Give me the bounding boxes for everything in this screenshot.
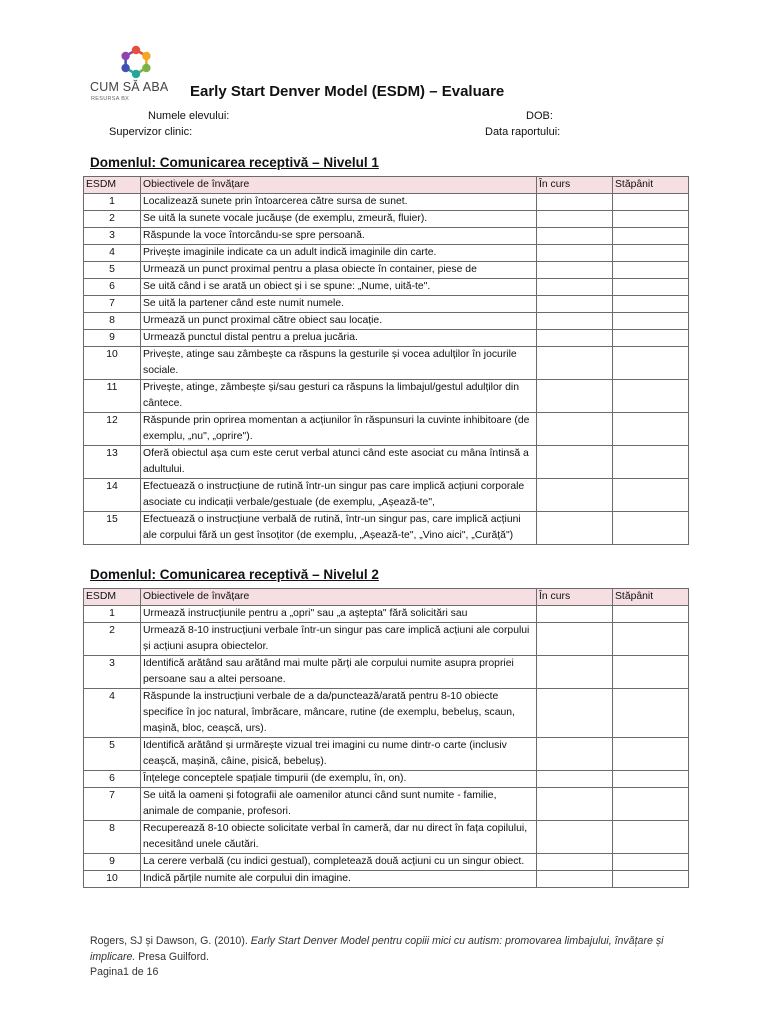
objective-text: Se uită la partener când este numit numele. xyxy=(141,296,537,313)
table-row xyxy=(84,871,689,888)
supervisor-label: Supervizor clinic: xyxy=(109,126,193,138)
objective-text: Urmează instrucțiunile pentru a „opri" sau „a aștepta" fără solicitări sau xyxy=(141,606,537,623)
in-progress-cell[interactable] xyxy=(537,211,613,228)
esdm-number: 11 xyxy=(84,380,141,413)
in-progress-cell[interactable] xyxy=(537,479,613,512)
logo-dot xyxy=(132,46,140,54)
section2-table xyxy=(83,588,689,888)
table-row xyxy=(84,330,689,347)
logo-dot xyxy=(132,70,140,78)
in-progress-cell[interactable] xyxy=(537,380,613,413)
table-row xyxy=(84,606,689,623)
objective-text: Urmează un punct proximal către obiect sau locație. xyxy=(141,313,537,330)
page-number: Pagina1 de 16 xyxy=(90,966,159,978)
student-name-label: Numele elevului: xyxy=(148,110,230,122)
table-row xyxy=(84,413,689,446)
table-row xyxy=(84,738,689,771)
document-title: Early Start Denver Model (ESDM) – Evaluare xyxy=(190,83,505,100)
table-row xyxy=(84,512,689,545)
objective-text: Răspunde prin oprirea momentan a acțiunilor în răspunsuri la cuvinte inhibitoare (de exemplu, „nu", „oprire"). xyxy=(141,413,537,446)
mastered-cell[interactable] xyxy=(613,446,689,479)
in-progress-cell[interactable] xyxy=(537,228,613,245)
logo-text: CUM SĂ ABA xyxy=(90,80,169,94)
esdm-number: 10 xyxy=(84,347,141,380)
objective-text: Se uită când i se arată un obiect și i se spune: „Nume, uită-te". xyxy=(141,279,537,296)
in-progress-cell[interactable] xyxy=(537,738,613,771)
in-progress-cell[interactable] xyxy=(537,689,613,738)
mastered-cell[interactable] xyxy=(613,479,689,512)
esdm-number: 1 xyxy=(84,194,141,211)
table-row xyxy=(84,194,689,211)
mastered-cell[interactable] xyxy=(613,771,689,788)
esdm-number: 14 xyxy=(84,479,141,512)
in-progress-cell[interactable] xyxy=(537,821,613,854)
mastered-cell[interactable] xyxy=(613,262,689,279)
table-row xyxy=(84,623,689,656)
table-row xyxy=(84,347,689,380)
objective-text: La cerere verbală (cu indici gestual), completează două acțiuni cu un singur obiect. xyxy=(141,854,537,871)
in-progress-cell[interactable] xyxy=(537,606,613,623)
in-progress-cell[interactable] xyxy=(537,512,613,545)
col-in-progress: În curs xyxy=(537,589,613,606)
table-row xyxy=(84,689,689,738)
objective-text: Efectuează o instrucțiune verbală de rutină, într-un singur pas, care implică acțiuni ale corpului fără un gest însoțitor (de exemplu, „Așează-te", „Vino aici", „Curăță") xyxy=(141,512,537,545)
esdm-number: 2 xyxy=(84,211,141,228)
col-objectives: Obiectivele de învățare xyxy=(141,177,537,194)
objective-text: Identifică arătând sau arătând mai multe părți ale corpului numite asupra propriei persoane sau a altei persoane. xyxy=(141,656,537,689)
mastered-cell[interactable] xyxy=(613,330,689,347)
in-progress-cell[interactable] xyxy=(537,446,613,479)
esdm-number: 13 xyxy=(84,446,141,479)
table-row xyxy=(84,821,689,854)
esdm-number: 10 xyxy=(84,871,141,888)
in-progress-cell[interactable] xyxy=(537,871,613,888)
section1-title: Domenlul: Comunicarea receptivă – Nivelul 1 xyxy=(90,155,379,170)
mastered-cell[interactable] xyxy=(613,512,689,545)
objective-text: Urmează 8-10 instrucțiuni verbale într-un singur pas care implică acțiuni ale corpului și acțiuni asupra obiectelor. xyxy=(141,623,537,656)
esdm-number: 5 xyxy=(84,262,141,279)
mastered-cell[interactable] xyxy=(613,656,689,689)
table-row xyxy=(84,446,689,479)
esdm-number: 5 xyxy=(84,738,141,771)
esdm-number: 8 xyxy=(84,313,141,330)
table-row xyxy=(84,245,689,262)
section1-table xyxy=(83,176,689,545)
esdm-number: 6 xyxy=(84,279,141,296)
objective-text: Se uită la oameni și fotografii ale oamenilor atunci când sunt numite - familie, animale de companie, profesori. xyxy=(141,788,537,821)
esdm-number: 12 xyxy=(84,413,141,446)
mastered-cell[interactable] xyxy=(613,788,689,821)
objective-text: Efectuează o instrucțiune de rutină într-un singur pas care implică acțiuni corporale asociate cu indicații verbale/gestuale (de exemplu, „Așează-te", xyxy=(141,479,537,512)
esdm-number: 6 xyxy=(84,771,141,788)
mastered-cell[interactable] xyxy=(613,194,689,211)
in-progress-cell[interactable] xyxy=(537,313,613,330)
in-progress-cell[interactable] xyxy=(537,788,613,821)
citation-authors: Rogers, SJ și Dawson, G. (2010). xyxy=(90,935,251,947)
mastered-cell[interactable] xyxy=(613,871,689,888)
objective-text: Indică părțile numite ale corpului din imagine. xyxy=(141,871,537,888)
col-mastered: Stăpânit xyxy=(613,589,689,606)
objective-text: Localizează sunete prin întoarcerea către sursa de sunet. xyxy=(141,194,537,211)
objective-text: Răspunde la voce întorcându-se spre persoană. xyxy=(141,228,537,245)
col-objectives: Obiectivele de învățare xyxy=(141,589,537,606)
objective-text: Privește imaginile indicate ca un adult indică imaginile din carte. xyxy=(141,245,537,262)
logo-icon xyxy=(118,44,154,80)
table-row xyxy=(84,380,689,413)
logo-dot xyxy=(121,52,129,60)
mastered-cell[interactable] xyxy=(613,228,689,245)
table-row xyxy=(84,788,689,821)
table-row xyxy=(84,854,689,871)
in-progress-cell[interactable] xyxy=(537,656,613,689)
col-esdm: ESDM xyxy=(84,177,141,194)
table-row xyxy=(84,211,689,228)
in-progress-cell[interactable] xyxy=(537,279,613,296)
esdm-number: 7 xyxy=(84,788,141,821)
table-row xyxy=(84,479,689,512)
esdm-number: 7 xyxy=(84,296,141,313)
citation xyxy=(90,933,690,965)
in-progress-cell[interactable] xyxy=(537,296,613,313)
mastered-cell[interactable] xyxy=(613,313,689,330)
in-progress-cell[interactable] xyxy=(537,194,613,211)
esdm-number: 9 xyxy=(84,854,141,871)
table-row xyxy=(84,262,689,279)
esdm-number: 4 xyxy=(84,245,141,262)
mastered-cell[interactable] xyxy=(613,821,689,854)
esdm-number: 3 xyxy=(84,656,141,689)
logo-dot xyxy=(142,64,150,72)
citation-title: Early Start Denver Model pentru copiii mici cu autism: promovarea limbajului, învățare și implicare. xyxy=(90,935,664,963)
mastered-cell[interactable] xyxy=(613,296,689,313)
objective-text: Identifică arătând și urmărește vizual trei imagini cu nume dintr-o carte (inclusiv ceașcă, mașină, câine, pisică, bebeluș). xyxy=(141,738,537,771)
col-mastered: Stăpânit xyxy=(613,177,689,194)
objective-text: Urmează punctul distal pentru a prelua jucăria. xyxy=(141,330,537,347)
col-in-progress: În curs xyxy=(537,177,613,194)
in-progress-cell[interactable] xyxy=(537,413,613,446)
mastered-cell[interactable] xyxy=(613,738,689,771)
table-row xyxy=(84,296,689,313)
mastered-cell[interactable] xyxy=(613,606,689,623)
objective-text: Oferă obiectul așa cum este cerut verbal atunci când este asociat cu mâna întinsă a adultului. xyxy=(141,446,537,479)
logo-subtext: RESURSA BX xyxy=(91,96,130,102)
mastered-cell[interactable] xyxy=(613,380,689,413)
table-row xyxy=(84,313,689,330)
objective-text: Privește, atinge, zâmbește și/sau gesturi ca răspuns la limbajul/gestul adulților din cântece. xyxy=(141,380,537,413)
table-header-row xyxy=(84,589,689,606)
logo-dot xyxy=(142,52,150,60)
mastered-cell[interactable] xyxy=(613,347,689,380)
mastered-cell[interactable] xyxy=(613,279,689,296)
mastered-cell[interactable] xyxy=(613,689,689,738)
mastered-cell[interactable] xyxy=(613,623,689,656)
esdm-number: 15 xyxy=(84,512,141,545)
esdm-number: 3 xyxy=(84,228,141,245)
dob-label: DOB: xyxy=(526,110,553,122)
esdm-number: 4 xyxy=(84,689,141,738)
esdm-number: 9 xyxy=(84,330,141,347)
table-row xyxy=(84,228,689,245)
table-row xyxy=(84,279,689,296)
table-header-row xyxy=(84,177,689,194)
esdm-number: 2 xyxy=(84,623,141,656)
citation-publisher: Presa Guilford. xyxy=(135,951,209,963)
esdm-number: 8 xyxy=(84,821,141,854)
mastered-cell[interactable] xyxy=(613,413,689,446)
objective-text: Recuperează 8-10 obiecte solicitate verbal în cameră, dar nu direct în fața copilului, necesitând unele căutări. xyxy=(141,821,537,854)
in-progress-cell[interactable] xyxy=(537,771,613,788)
table-row xyxy=(84,771,689,788)
mastered-cell[interactable] xyxy=(613,211,689,228)
col-esdm: ESDM xyxy=(84,589,141,606)
objective-text: Urmează un punct proximal pentru a plasa obiecte în container, piese de xyxy=(141,262,537,279)
esdm-number: 1 xyxy=(84,606,141,623)
section2-title: Domenlul: Comunicarea receptivă – Nivelul 2 xyxy=(90,567,379,582)
objective-text: Privește, atinge sau zâmbește ca răspuns la gesturile și vocea adulților în jocurile sociale. xyxy=(141,347,537,380)
table-row xyxy=(84,656,689,689)
objective-text: Răspunde la instrucțiuni verbale de a da/punctează/arată pentru 8-10 obiecte specifice în joc natural, îmbrăcare, mâncare, rutine (de exemplu, bebeluș, scaun, mașină, bloc, ceașcă, urs). xyxy=(141,689,537,738)
logo-dot xyxy=(121,64,129,72)
in-progress-cell[interactable] xyxy=(537,347,613,380)
mastered-cell[interactable] xyxy=(613,245,689,262)
in-progress-cell[interactable] xyxy=(537,330,613,347)
report-date-label: Data raportului: xyxy=(485,126,561,138)
in-progress-cell[interactable] xyxy=(537,245,613,262)
objective-text: Înțelege conceptele spațiale timpurii (de exemplu, în, on). xyxy=(141,771,537,788)
in-progress-cell[interactable] xyxy=(537,854,613,871)
mastered-cell[interactable] xyxy=(613,854,689,871)
in-progress-cell[interactable] xyxy=(537,262,613,279)
in-progress-cell[interactable] xyxy=(537,623,613,656)
objective-text: Se uită la sunete vocale jucăușe (de exemplu, zmeură, fluier). xyxy=(141,211,537,228)
